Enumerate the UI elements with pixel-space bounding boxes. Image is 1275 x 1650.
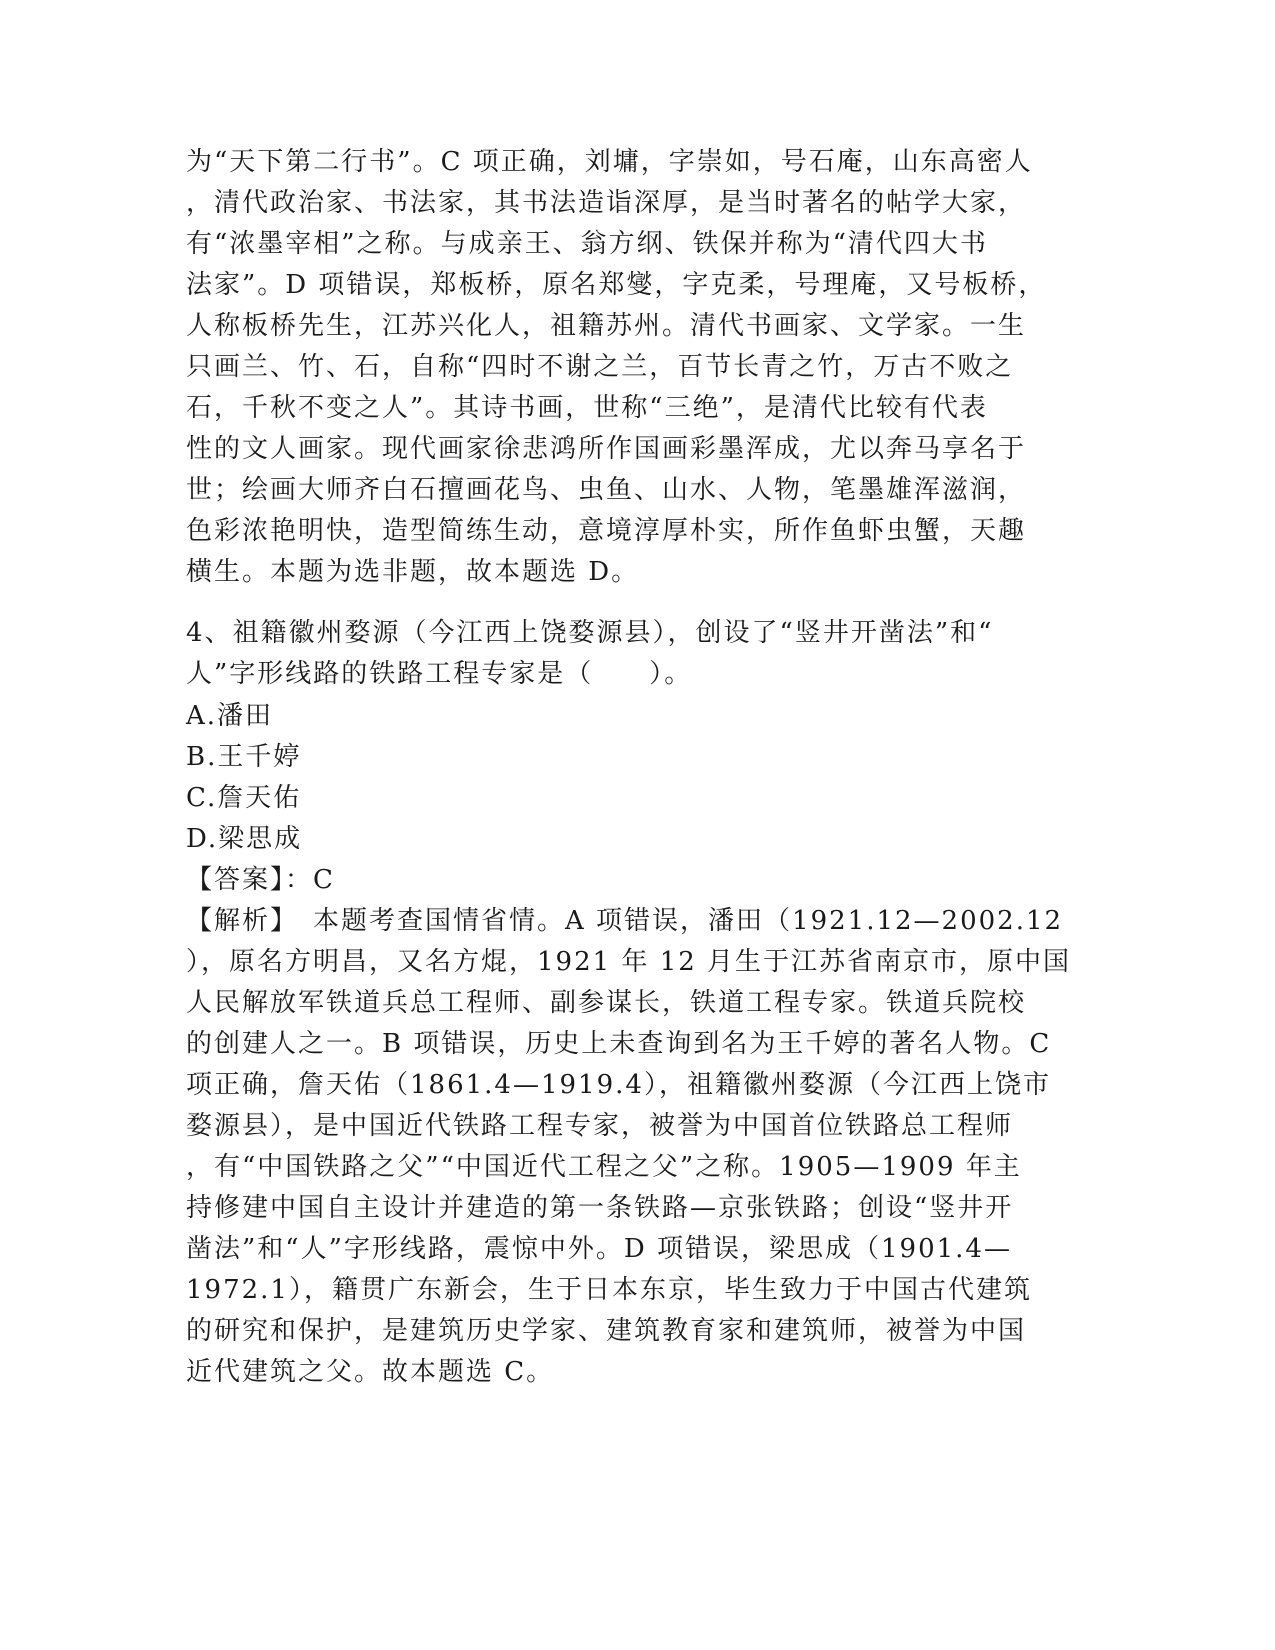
explanation-line: ，有“中国铁路之父”“中国近代工程之父”之称。1905—1909 年主	[186, 1152, 1022, 1182]
prev-explanation-line: 只画兰、竹、石，自称“四时不谢之兰，百节长青之竹，万古不败之	[186, 352, 1014, 382]
prev-explanation-line: 色彩浓艳明快，造型简练生动，意境淳厚朴实，所作鱼虾虫蟹，天趣	[186, 516, 1027, 546]
question-stem-line: 人”字形线路的铁路工程专家是（ ）。	[186, 659, 693, 689]
explanation-line: 的研究和保护，是建筑历史学家、建筑教育家和建筑师，被誉为中国	[186, 1316, 1027, 1346]
explanation-line: 【解析】 本题考查国情省情。A 项错误，潘田（1921.12—2002.12	[186, 906, 1064, 936]
explanation-line: 持修建中国自主设计并建造的第一条铁路—京张铁路；创设“竖井开	[186, 1193, 1014, 1223]
answer-line: 【答案】：C	[186, 865, 335, 895]
option-d: D.梁思成	[186, 824, 303, 854]
prev-explanation-line: 石，千秋不变之人”。其诗书画，世称“三绝”，是清代比较有代表	[186, 393, 988, 423]
option-a: A.潘田	[186, 701, 274, 731]
question-stem-line: 4、祖籍徽州婺源（今江西上饶婺源县），创设了“竖井开凿法”和“	[186, 618, 994, 648]
prev-explanation-line: 性的文人画家。现代画家徐悲鸿所作国画彩墨浑成，尤以奔马享名于	[186, 434, 1027, 464]
explanation-line: 1972.1），籍贯广东新会，生于日本东京，毕生致力于中国古代建筑	[186, 1275, 1032, 1305]
option-b: B.王千婷	[186, 742, 302, 772]
option-c: C.詹天佑	[186, 783, 302, 813]
prev-explanation-line: 世；绘画大师齐白石擅画花鸟、虫鱼、山水、人物，笔墨雄浑滋润，	[186, 475, 1027, 505]
explanation-line: 婺源县），是中国近代铁路工程专家，被誉为中国首位铁路总工程师	[186, 1111, 1014, 1141]
prev-explanation-line: 为“天下第二行书”。C 项正确，刘墉，字崇如，号石庵，山东高密人	[186, 147, 1033, 177]
explanation-line: 项正确，詹天佑（1861.4—1919.4），祖籍徽州婺源（今江西上饶市	[186, 1070, 1051, 1100]
explanation-line: 近代建筑之父。故本题选 C。	[186, 1357, 555, 1387]
prev-explanation-line: 人称板桥先生，江苏兴化人，祖籍苏州。清代书画家、文学家。一生	[186, 311, 1027, 341]
prev-explanation-line: 横生。本题为选非题，故本题选 D。	[186, 557, 640, 587]
explanation-line: ），原名方明昌，又名方焜，1921 年 12 月生于江苏省南京市，原中国	[186, 947, 1072, 977]
explanation-line: 凿法”和“人”字形线路，震惊中外。D 项错误，梁思成（1901.4—	[186, 1234, 1012, 1264]
prev-explanation-line: ，清代政治家、书法家，其书法造诣深厚，是当时著名的帖学大家，	[186, 188, 1027, 218]
explanation-line: 人民解放军铁道兵总工程师、副参谋长，铁道工程专家。铁道兵院校	[186, 988, 1027, 1018]
prev-explanation-line: 有“浓墨宰相”之称。与成亲王、翁方纲、铁保并称为“清代四大书	[186, 229, 988, 259]
prev-explanation-line: 法家”。D 项错误，郑板桥，原名郑燮，字克柔，号理庵，又号板桥，	[186, 270, 1047, 300]
explanation-line: 的创建人之一。B 项错误，历史上未查询到名为王千婷的著名人物。C	[186, 1029, 1052, 1059]
